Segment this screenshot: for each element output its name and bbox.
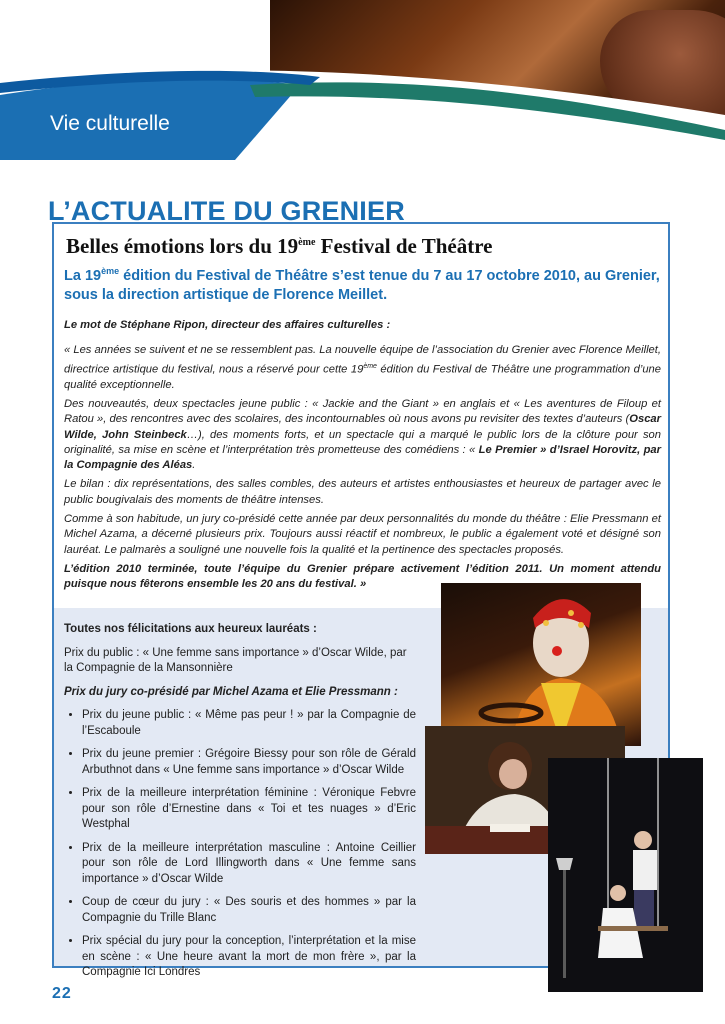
list-item: • Prix de la meilleure interprétation féminine : Véronique Febvre pour son rôle d’Ernestine dans « Toi et tes nuages » d’Eric Westphal [82,786,416,833]
paragraph: Comme à son habitude, un jury co-présidé cette année par deux personnalités du monde du théâtre : Elie Pressmann et Michel Azama, a décerné plusieurs prix. Toujours aussi réactif et nombreux, le public a également voté et désigné son lauréat. Le palmarès a souligné une nouvelle fois la qualité et la pertinence des spectacles proposés. [64,513,661,556]
article-title: Belles émotions lors du 19ème Festival de Théâtre [66,234,493,258]
awards-heading: Toutes nos félicitations aux heureux lauréats : [64,623,317,635]
swing-scene-illustration [548,758,703,992]
jury-heading: Prix du jury co-présidé par Michel Azama et Elie Pressmann : [64,685,398,698]
paragraph: « Les années se suivent et ne se ressemblent pas. La nouvelle équipe de l’association du Grenier avec Florence Meillet, directrice artistique du festival, nous a réservé pour cette 19ème édition du Festival de Théâtre une programmation d’une qualité exceptionnelle. [64,344,661,391]
header-wave-banner [0,55,725,165]
quote-subhead: Le mot de Stéphane Ripon, directeur des affaires culturelles : [64,319,391,331]
list-item: • Prix du jeune public : « Même pas peur ! » par la Compagnie de l’Escaboule [82,708,416,739]
article-body [64,318,661,596]
page-title: L’ACTUALITE DU GRENIER [48,196,405,226]
section-label: Vie culturelle [50,112,170,135]
list-item: • Coup de cœur du jury : « Des souris et des hommes » par la Compagnie du Trille Blanc [82,895,416,926]
jury-prizes [64,708,416,981]
clown-performer-photo [441,583,641,746]
list-item: • Prix de la meilleure interprétation masculine : Antoine Ceillier pour son rôle de Lord Illingworth dans « Une femme sans importance » d’Oscar Wilde [82,841,416,888]
page-number: 22 [52,985,72,1002]
list-item: • Prix du jeune premier : Grégoire Biessy pour son rôle de Gérald Arbuthnot dans « Une femme sans importance » d’Oscar Wilde [82,747,416,778]
article-lead: La 19ème édition du Festival de Théâtre s’est tenue du 7 au 17 octobre 2010, au Grenier, sous la direction artistique de Florence Meillet. [64,266,660,303]
list-item: • Prix spécial du jury pour la conception, l’interprétation et la mise en scène : « Une heure avant la mort de mon frère », par la Compagnie Ici Londres [82,934,416,981]
paragraph: Le bilan : dix représentations, des salles combles, des auteurs et artistes enthousiastes et heureux de partager avec le public bougivalais des moments de théâtre intenses. [64,478,661,506]
clown-illustration [441,583,641,746]
paragraph: Des nouveautés, deux spectacles jeune public : « Jackie and the Giant » en anglais et « Les aventures de Filoup et Ratou », des rencontres avec des scolaires, des incontournables où nous avons pu revisiter des textes d’auteurs (Oscar Wilde, John Steinbeck…), des moments forts, et un spectacle qui a marqué le public lors de la clôture pour son originalité, sa mise en scène et l’interprétation très prometteuse des comédiens : « Le Premier » d’Israel Horovitz, par la Compagnie des Aléas. [64,397,661,472]
paragraph: L’édition 2010 terminée, toute l’équipe du Grenier prépare activement l’édition 2011. Un moment attendu puisque nous fêterons ensemble les 20 ans du festival. » [64,562,661,591]
public-prize: Prix du public : « Une femme sans importance » d’Oscar Wilde, par la Compagnie de la Mansonnière [64,646,407,674]
awards-list [64,622,416,989]
swing-scene-photo [548,758,703,992]
